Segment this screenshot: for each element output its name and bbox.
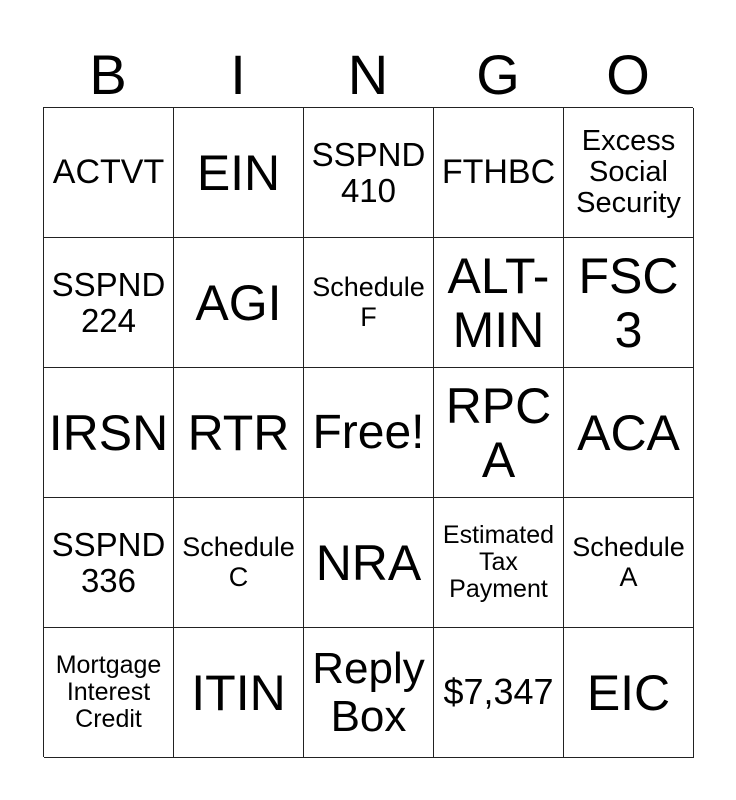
cell-text: FTHBC [441,153,556,192]
cell-text: ALT- MIN [447,247,550,358]
header-letter-i: I [230,43,246,106]
cell-text: Free! [312,405,425,459]
bingo-cell [44,108,174,238]
bingo-cell [304,238,434,368]
bingo-cell [174,238,304,368]
bingo-cell [564,238,694,368]
bingo-cell [174,368,304,498]
cell-text: SSPND 410 [311,135,426,209]
cell-text: Schedule F [312,272,425,332]
cell-text: EIN [196,144,281,201]
cell-text: RPC A [445,377,552,488]
bingo-cell [304,628,434,758]
cell-text: EIC [586,664,671,721]
bingo-cell [174,108,304,238]
cell-text: Estimated Tax Payment [442,521,555,603]
bingo-cell [174,628,304,758]
cell-text: FSC 3 [578,247,679,358]
bingo-cell [44,628,174,758]
header-letter-g: G [476,43,520,106]
bingo-cell [44,238,174,368]
bingo-cell [434,628,564,758]
bingo-cell [564,628,694,758]
bingo-cell [304,108,434,238]
bingo-cell [434,368,564,498]
cell-text: NRA [315,534,422,591]
bingo-cell [304,498,434,628]
bingo-header [43,42,693,108]
bingo-grid [43,107,693,757]
bingo-cell [44,498,174,628]
bingo-cell [434,238,564,368]
header-letter-b: B [89,43,127,106]
bingo-cell [564,498,694,628]
cell-text: Schedule A [572,532,685,592]
header-letter-o: O [606,43,650,106]
cell-text: $7,347 [443,671,554,713]
bingo-cell [564,368,694,498]
cell-text: RTR [187,404,290,461]
bingo-cell [434,498,564,628]
cell-text: AGI [195,274,282,331]
bingo-cell [304,368,434,498]
cell-text: IRSN [48,404,169,461]
header-letter-n: N [347,43,389,106]
cell-text: Excess Social Security [576,124,681,220]
bingo-cell [174,498,304,628]
cell-text: SSPND 224 [51,265,166,339]
bingo-cell [564,108,694,238]
cell-text: ITIN [191,664,286,721]
cell-text: Mortgage Interest Credit [55,651,162,733]
bingo-cell [434,108,564,238]
cell-text: Reply Box [312,643,425,741]
cell-text: SSPND 336 [51,525,166,599]
cell-text: ACTVT [52,153,165,192]
bingo-cell [44,368,174,498]
cell-text: Schedule C [182,532,295,592]
cell-text: ACA [577,404,680,461]
